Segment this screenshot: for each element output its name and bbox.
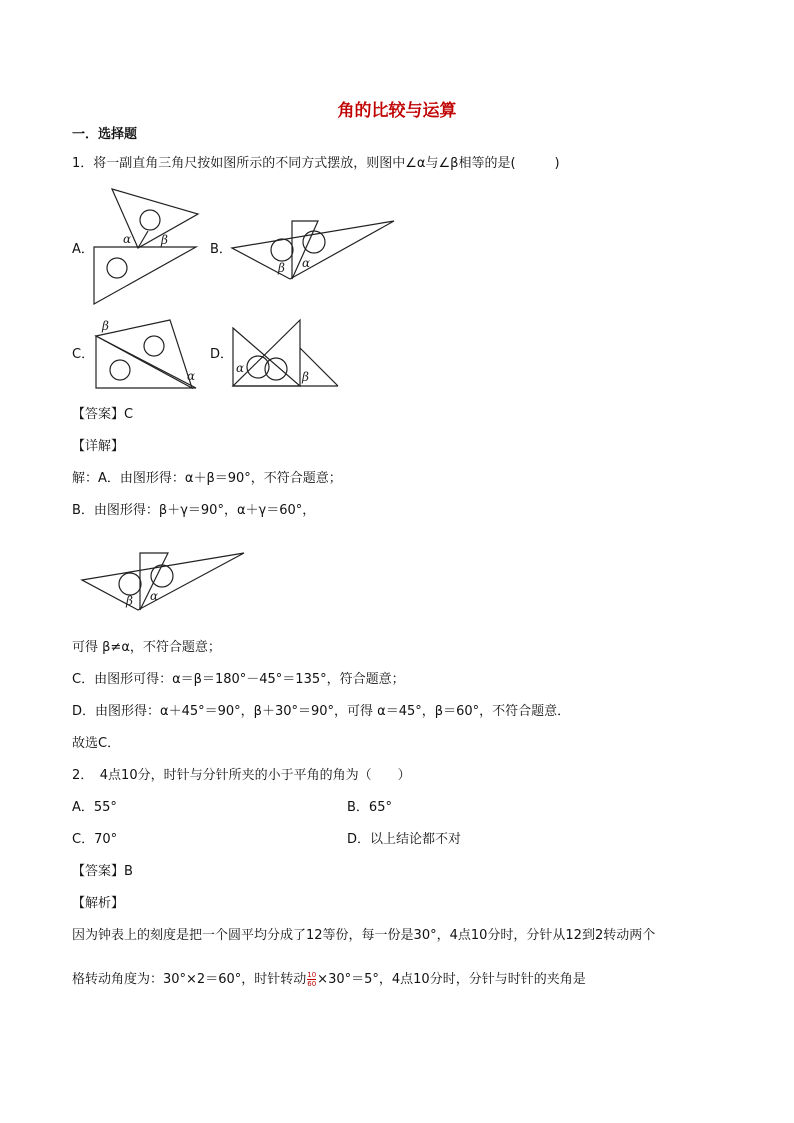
- question-2-stem: 2． 4点10分，时针与分针所夹的小于平角的角为（ ）: [72, 768, 411, 783]
- analysis-text: 格转动角度为：30°×2＝60°，时针转动: [72, 972, 307, 987]
- beta-label: β: [126, 594, 133, 608]
- beta-label: β: [278, 261, 285, 275]
- analysis-line-2: [72, 971, 586, 989]
- alpha-label: α: [123, 232, 132, 246]
- fraction-denominator: 60: [307, 980, 317, 988]
- option-b: B．65°: [347, 800, 392, 815]
- figure-option-c: [90, 316, 202, 394]
- solution-line: 解：A．由图形得：α＋β＝90°，不符合题意；: [72, 471, 342, 486]
- option-a: A．55°: [72, 800, 117, 815]
- figure-option-b: [230, 215, 398, 281]
- analysis-text: ×30°＝5°，4点10分时，分针与时针的夹角是: [317, 972, 586, 987]
- option-c: C．70°: [72, 832, 118, 847]
- option-b-label: B．: [210, 242, 232, 257]
- solution-line: C．由图形可得：α＝β＝180°－45°＝135°，符合题意；: [72, 672, 405, 687]
- option-d: D．以上结论都不对: [347, 832, 462, 847]
- answer-q1: 【答案】C: [72, 407, 134, 422]
- page-title: 角的比较与运算: [337, 101, 457, 121]
- section-heading: 一．选择题: [72, 127, 138, 142]
- beta-label: β: [102, 319, 109, 333]
- answer-q2: 【答案】B: [72, 864, 133, 879]
- figure-option-a: [90, 187, 202, 307]
- solution-line: 可得 β≠α，不符合题意；: [72, 640, 221, 655]
- question-1-stem: 1．将一副直角三角尺按如图所示的不同方式摆放，则图中∠α与∠β相等的是( ): [72, 156, 560, 171]
- alpha-label: α: [236, 361, 245, 375]
- solution-line: D．由图形得：α＋45°＝90°，β＋30°＝90°，可得 α＝45°，β＝60°，不符合题意．: [72, 704, 571, 719]
- option-a-label: A．: [72, 242, 94, 257]
- detail-heading: 【详解】: [72, 439, 125, 454]
- fraction-numerator: 10: [307, 971, 317, 979]
- fraction: [307, 971, 316, 988]
- option-c-label: C．: [72, 347, 95, 362]
- alpha-label: α: [302, 256, 311, 270]
- alpha-label: α: [150, 589, 159, 603]
- option-d-label: D．: [210, 347, 234, 362]
- solution-line: 故选C．: [72, 736, 121, 751]
- figure-solution-b: [80, 550, 248, 612]
- beta-label: β: [302, 370, 309, 384]
- analysis-heading: 【解析】: [72, 896, 125, 911]
- alpha-label: α: [187, 369, 196, 383]
- beta-label: β: [161, 233, 168, 247]
- analysis-line: 因为钟表上的刻度是把一个圆平均分成了12等份，每一份是30°，4点10分时，分针从12到2转动两个: [72, 928, 656, 943]
- figure-option-d: [230, 318, 342, 390]
- solution-line: B．由图形得：β＋γ＝90°，α＋γ＝60°，: [72, 503, 316, 518]
